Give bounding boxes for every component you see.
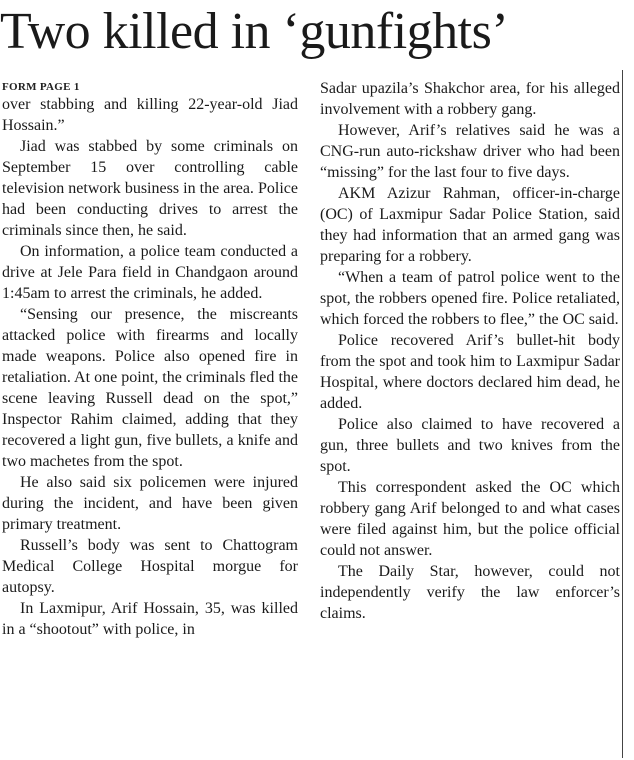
paragraph: over stabbing and killing 22-year-old Jiad Hossain.” (2, 96, 298, 134)
paragraph: In Laxmipur, Arif Hossain, 35, was killed in a “shootout” with police, in (2, 600, 298, 638)
paragraph: Jiad was stabbed by some criminals on September 15 over controlling cable television network business in the area. Police had been conducting drives to arrest the criminals since then, he said. (2, 138, 298, 239)
left-column (2, 80, 298, 640)
paragraph: This correspondent asked the OC which robbery gang Arif belonged to and what cases were filed against him, but the police official could not answer. (320, 479, 620, 559)
paragraph: However, Arif’s relatives said he was a CNG-run auto-rickshaw driver who had been “missing” for the last four to five days. (320, 122, 620, 181)
right-column (320, 78, 620, 624)
paragraph: “When a team of patrol police went to the spot, the robbers opened fire. Police retaliated, which forced the robbers to flee,” the OC said. (320, 269, 620, 328)
left-column-body (2, 94, 298, 640)
headline: Two killed in ‘gunfights’ (0, 3, 509, 60)
paragraph: “Sensing our presence, the miscreants attacked police with firearms and locally made weapons. Police also opened fire in retaliation. At one point, the criminals fled the scene leaving Russell dead on the spot,” Inspector Rahim claimed, adding that they recovered a light gun, five bullets, a knife and two machetes from the spot. (2, 306, 298, 470)
paragraph: Police also claimed to have recovered a gun, three bullets and two knives from the spot. (320, 416, 620, 475)
right-column-body (320, 78, 620, 624)
paragraph: Police recovered Arif’s bullet-hit body from the spot and took him to Laxmipur Sadar Hospital, where doctors declared him dead, he added. (320, 332, 620, 412)
paragraph: On information, a police team conducted a drive at Jele Para field in Chandgaon around 1:45am to arrest the criminals, he added. (2, 243, 298, 302)
continuation-label: FORM PAGE 1 (2, 81, 80, 93)
column-rule (622, 70, 623, 758)
paragraph: He also said six policemen were injured during the incident, and have been given primary treatment. (2, 474, 298, 533)
paragraph: Russell’s body was sent to Chattogram Medical College Hospital morgue for autopsy. (2, 537, 298, 596)
paragraph: Sadar upazila’s Shakchor area, for his alleged involvement with a robbery gang. (320, 80, 620, 118)
paragraph: The Daily Star, however, could not independently verify the law enforcer’s claims. (320, 563, 620, 622)
paragraph: AKM Azizur Rahman, officer-in-charge (OC) of Laxmipur Sadar Police Station, said they had information that an armed gang was preparing for a robbery. (320, 185, 620, 265)
